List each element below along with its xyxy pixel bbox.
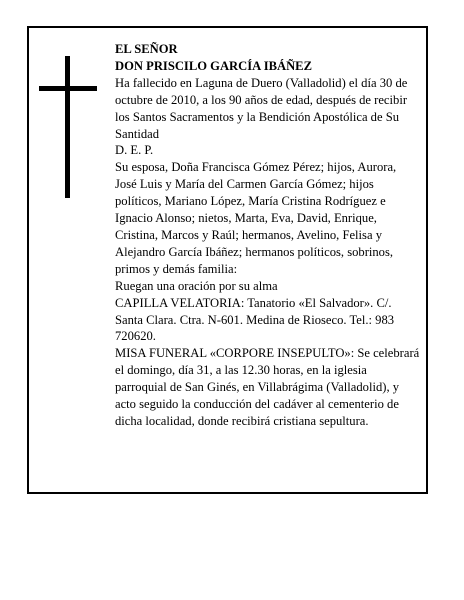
deceased-name: DON PRISCILO GARCÍA IBÁÑEZ xyxy=(115,58,312,73)
chapel-info: CAPILLA VELATORIA: Tanatorio «El Salvador». C/. Santa Clara. Ctra. N-601. Medina de Rioseco. Tel.: 983 720620. xyxy=(115,295,395,344)
death-statement: Ha fallecido en Laguna de Duero (Valladolid) el día 30 de octubre de 2010, a los 90 años de edad, después de recibir los Santos Sacramentos y la Bendición Apostólica de Su Santidad xyxy=(115,75,408,141)
rip-line: D. E. P. xyxy=(115,143,154,158)
cross-vertical-bar xyxy=(65,56,70,198)
notice-heading-title: EL SEÑOR xyxy=(115,42,178,56)
obituary-text xyxy=(115,41,420,430)
obituary-notice-frame xyxy=(27,26,428,494)
cross-icon xyxy=(39,56,97,198)
prayer-request: Ruegan una oración por su alma xyxy=(115,278,278,293)
funeral-info: MISA FUNERAL «CORPORE INSEPULTO»: Se celebrará el domingo, día 31, a las 12.30 horas, en la iglesia parroquial de San Ginés, en Villabrágima (Valladolid), y acto seguido la conducción del cadáver al cementerio de dicha localidad, donde recibirá cristiana sepultura. xyxy=(115,346,420,428)
family-paragraph: Su esposa, Doña Francisca Gómez Pérez; hijos, Aurora, José Luis y María del Carmen García Gómez; hijos políticos, Mariano López, María Cristina Rodríguez e Ignacio Alonso; nietos, Marta, Eva, David, Enrique, Cristina, Marcos y Raúl; hermanos, Avelino, Felisa y Alejandro García Ibáñez; hermanos políticos, sobrinos, primos y demás familia: xyxy=(115,160,397,276)
cross-horizontal-bar xyxy=(39,86,97,91)
